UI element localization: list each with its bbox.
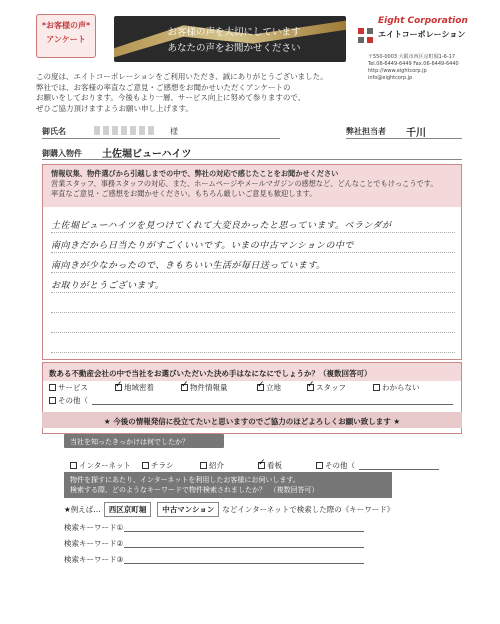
- feedback-answer: [51, 213, 455, 353]
- reason-option[interactable]: [373, 382, 439, 393]
- feedback-header: [43, 165, 461, 207]
- company-logo-icon: [358, 28, 374, 44]
- checkbox[interactable]: [181, 384, 188, 391]
- checkbox[interactable]: [200, 462, 207, 469]
- banner-line2: あなたの声をお聞かせください: [167, 43, 301, 54]
- reason-question: 数ある不動産会社の中で当社をお選びいただいた決め手はなになにでしょうか？（複数回答可）: [43, 363, 461, 381]
- source-option-label: インターネット: [79, 461, 131, 470]
- search-question-line1: 物件を探すにあたり、インターネットを利用したお客様にお伺いします。: [70, 476, 300, 484]
- checkbox[interactable]: [316, 462, 323, 469]
- search-question: [64, 472, 392, 498]
- source-option[interactable]: [70, 460, 142, 471]
- reason-option[interactable]: [49, 382, 115, 393]
- example-chip: 西区京町堀: [104, 502, 152, 517]
- keyword-label: 検索キーワード②: [64, 539, 124, 548]
- banner-line1: お客様の声を大切にしています: [167, 27, 301, 38]
- source-option[interactable]: [200, 460, 258, 471]
- intro-line: 弊社では、お客様の率直なご意見・ご感想をお聞かせいただくアンケートの: [36, 82, 291, 92]
- source-other-input[interactable]: [359, 462, 439, 470]
- handwritten-line: 南向きだから日当たりがすごくいいです。いまの中古マンションの中で: [51, 233, 455, 253]
- property-label: 御購入物件: [42, 149, 82, 158]
- blank-line: [51, 313, 455, 333]
- feedback-hint1: 営業スタッフ、事務スタッフの対応、また、ホームページやメールマガジンの感想など、どんなことでもけっこうです。: [51, 179, 438, 188]
- reason-other-input[interactable]: [92, 397, 453, 405]
- reason-options-row2: [43, 394, 461, 407]
- staff-underline: [346, 138, 462, 139]
- source-option[interactable]: [316, 460, 355, 471]
- reason-option[interactable]: [257, 382, 307, 393]
- handwritten-line: 土佐堀ビューハイツを見つけてくれて大変良かったと思っています。ベランダが: [51, 213, 455, 233]
- checkbox[interactable]: [142, 462, 149, 469]
- blank-line: [51, 333, 455, 353]
- info-request-band: ★ 今後の情報発信に役立てたいと思いますのでご協力のほどよろしくお願い致します ★: [42, 412, 462, 428]
- property-underline: [42, 159, 462, 160]
- reason-option-label: スタッフ: [316, 383, 346, 392]
- company-phone-line: Tel.06-6449-6449 Fax.06-6449-6440: [368, 61, 459, 67]
- source-option-label: 看板: [267, 461, 282, 470]
- source-option-label: チラシ: [151, 461, 174, 470]
- intro-line: ぜひご協力頂けますようお願い申し上げます。: [36, 103, 193, 113]
- checkbox[interactable]: [373, 384, 380, 391]
- keyword-input[interactable]: [124, 523, 364, 532]
- keyword-row: [64, 522, 364, 533]
- intro-line: お願いをしております。今後もより一層、サービス向上に努めて参りますので、: [36, 93, 306, 102]
- reason-other-option[interactable]: [49, 395, 88, 406]
- source-options: [70, 460, 447, 471]
- intro-line: この度は、エイトコーポレーションをご利用いただき、誠にありがとうございました。: [36, 72, 328, 81]
- company-url-line: http://www.eightcorp.jp: [368, 68, 427, 74]
- staff-value: 千川: [406, 128, 426, 139]
- checkbox[interactable]: [307, 384, 314, 391]
- source-option[interactable]: [142, 460, 200, 471]
- staff-label: 弊社担当者: [346, 127, 386, 136]
- checkbox[interactable]: [115, 384, 122, 391]
- feedback-box: [42, 164, 462, 360]
- keyword-label: 検索キーワード③: [64, 555, 124, 564]
- checkbox[interactable]: [49, 397, 56, 404]
- property-value: 土佐堀ビューハイツ: [102, 149, 192, 160]
- checkbox[interactable]: [70, 462, 77, 469]
- handwritten-line: お取りがとうございます。: [51, 273, 455, 293]
- search-example: [64, 502, 394, 517]
- company-email-line: info@eightcorp.jp: [368, 75, 413, 81]
- keyword-input[interactable]: [124, 539, 364, 548]
- company-name-en: Eight Corporation: [378, 16, 468, 26]
- reason-option-label: サービス: [58, 383, 88, 392]
- handwritten-line: 南向きが少なかったので、きもちいい生活が毎日送っています。: [51, 253, 455, 273]
- source-option-label: 紹介: [209, 461, 224, 470]
- reason-option[interactable]: [181, 382, 257, 393]
- survey-page: [14, 8, 490, 616]
- source-question: 当社を知ったきっかけは何でしたか？: [64, 434, 224, 448]
- reason-option-label: わからない: [382, 383, 420, 392]
- blank-line: [51, 293, 455, 313]
- keyword-row: [64, 538, 364, 549]
- tag-line1: *お客様の声*: [41, 21, 91, 30]
- feedback-question: 情報収集、物件選びから引越しまでの中で、弊社の対応で感じたことをお聞かせください: [51, 169, 339, 178]
- search-question-line2: 検索する際、どのようなキーワードで物件検索されましたか？ （複数回答可）: [70, 486, 319, 494]
- source-option-label: その他（: [325, 461, 355, 470]
- reason-option-label: 地域密着: [124, 383, 154, 392]
- customer-name-redacted: [94, 126, 154, 135]
- keyword-input[interactable]: [124, 555, 364, 564]
- company-address-line: 〒550-0003 大阪市西区京町堀1-6-17: [368, 54, 455, 60]
- reason-option-label: 立地: [266, 383, 281, 392]
- reason-options-row1: [43, 381, 461, 394]
- reason-option[interactable]: [115, 382, 181, 393]
- name-underline: [42, 138, 280, 139]
- reason-option-label: 物件情報量: [190, 383, 228, 392]
- name-label: 御氏名: [42, 127, 66, 136]
- keyword-row: [64, 554, 364, 565]
- checkbox[interactable]: [258, 462, 265, 469]
- example-suffix: などインターネットで検索した際の《キーワード》: [222, 505, 395, 514]
- reason-option[interactable]: [307, 382, 373, 393]
- keyword-label: 検索キーワード①: [64, 523, 124, 532]
- intro-text: [36, 72, 396, 114]
- checkbox[interactable]: [49, 384, 56, 391]
- company-name-jp: エイトコーポレーション: [378, 30, 466, 39]
- source-option[interactable]: [258, 460, 316, 471]
- example-prefix: ★例えば…: [64, 505, 101, 514]
- feedback-hint2: 率直なご意見・ご感想をお聞かせください。もちろん厳しいご意見も歓迎します。: [51, 189, 317, 198]
- name-suffix: 様: [170, 127, 178, 136]
- survey-tag: [36, 14, 96, 58]
- example-chip: 中古マンション: [157, 502, 219, 517]
- tag-line2: アンケート: [46, 35, 86, 44]
- reason-other-label: その他（: [58, 396, 88, 405]
- checkbox[interactable]: [257, 384, 264, 391]
- header-banner: [114, 16, 346, 62]
- gold-ribbon-decoration: [114, 16, 346, 62]
